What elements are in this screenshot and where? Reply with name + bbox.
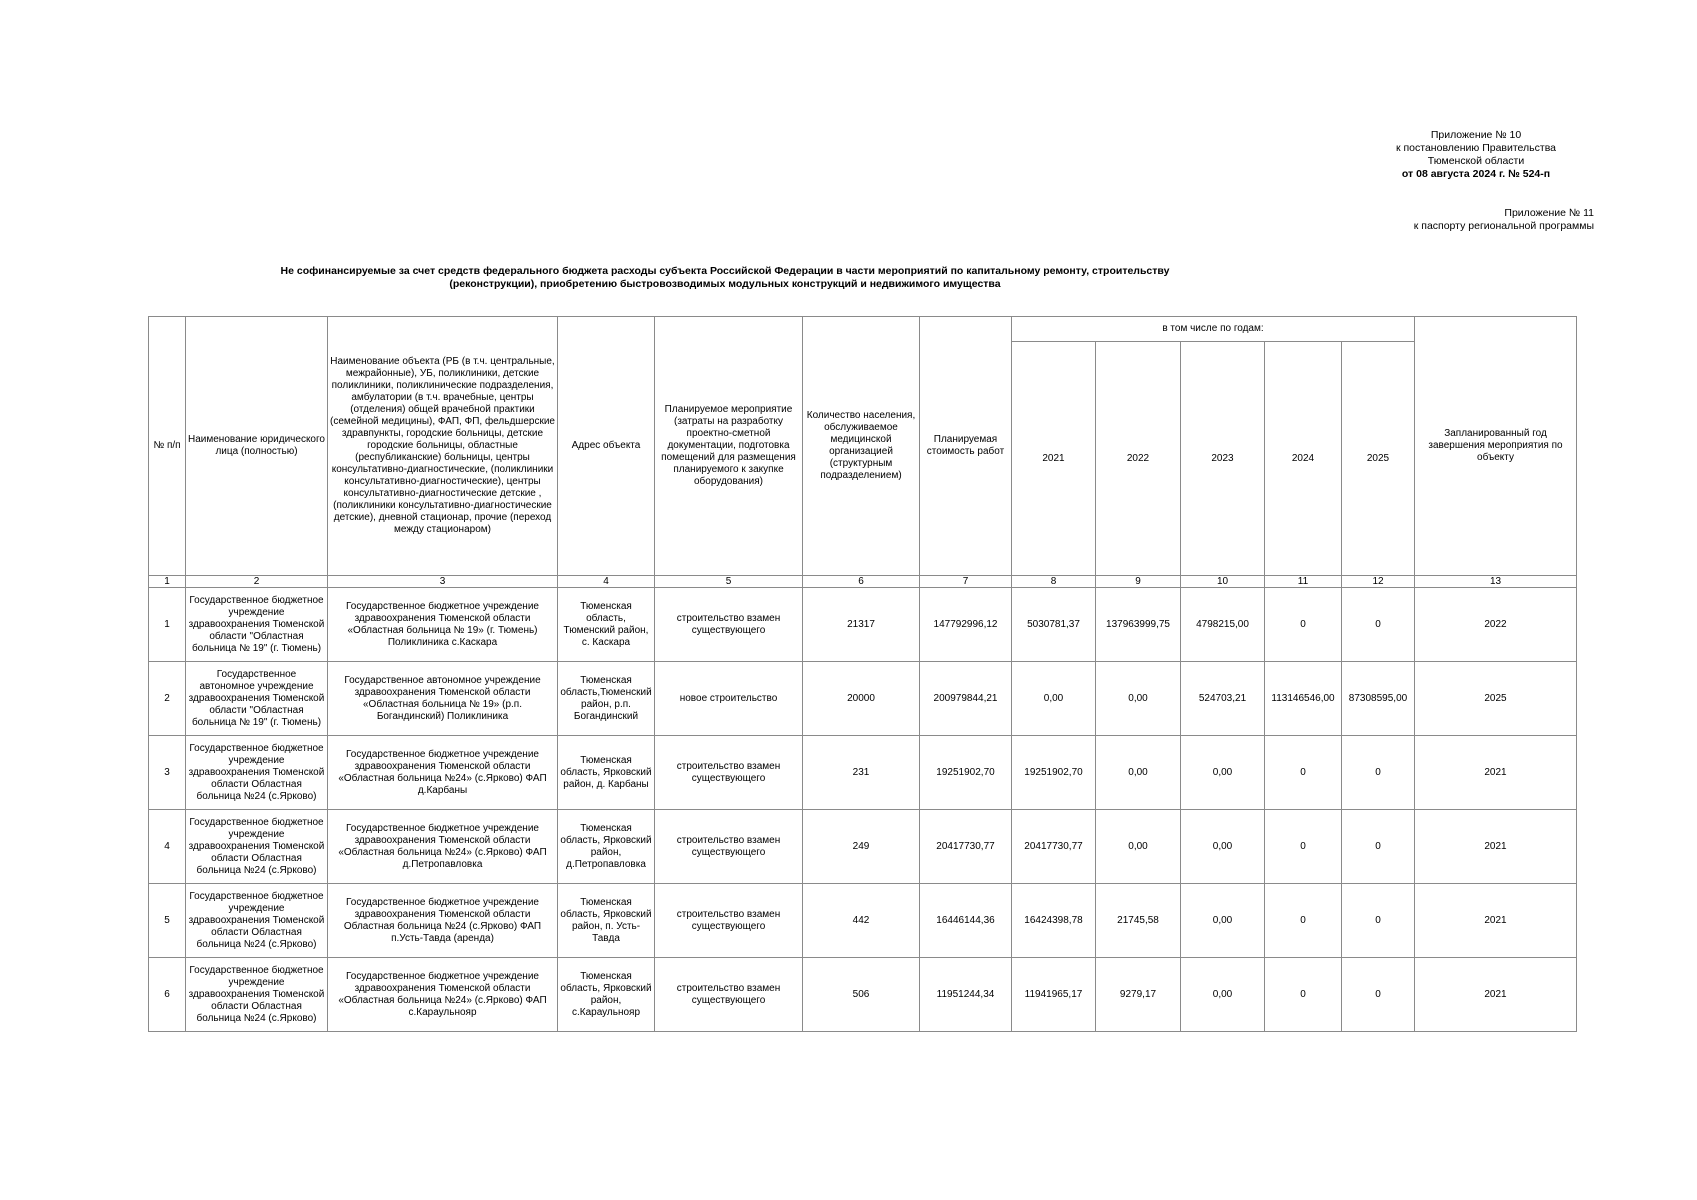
- cell-num: 3: [149, 736, 186, 810]
- document-title-line-2: (реконструкции), приобретению быстровозводимых модульных конструкций и недвижимого имущества: [449, 278, 1001, 290]
- column-number: 11: [1265, 576, 1342, 588]
- appendix-10-date: от 08 августа 2024 г. № 524-п: [1401, 168, 1551, 180]
- cell-legal-entity: Государственное бюджетное учреждение здравоохранения Тюменской области "Областная больница № 19" (г. Тюмень): [186, 588, 328, 662]
- cell-object-name: Государственное бюджетное учреждение здравоохранения Тюменской области Областная больница №24 (с.Ярково) ФАП п.Усть-Тавда (аренда): [328, 884, 558, 958]
- cell-legal-entity: Государственное автономное учреждение здравоохранения Тюменской области "Областная больница № 19" (г. Тюмень): [186, 662, 328, 736]
- cell-population: 249: [803, 810, 920, 884]
- cell-planned-event: строительство взамен существующего: [655, 736, 803, 810]
- cell-2025: 0: [1342, 736, 1415, 810]
- cell-2021: 16424398,78: [1012, 884, 1096, 958]
- cell-legal-entity: Государственное бюджетное учреждение здравоохранения Тюменской области Областная больница №24 (с.Ярково): [186, 958, 328, 1032]
- cell-completion-year: 2021: [1415, 810, 1577, 884]
- cell-planned-event: строительство взамен существующего: [655, 588, 803, 662]
- cell-planned-event: строительство взамен существующего: [655, 810, 803, 884]
- cell-completion-year: 2021: [1415, 958, 1577, 1032]
- appendix-11-program: к паспорту региональной программы: [1413, 220, 1594, 232]
- header-year-2024: 2024: [1265, 342, 1342, 576]
- cell-2025: 0: [1342, 958, 1415, 1032]
- cell-2024: 113146546,00: [1265, 662, 1342, 736]
- cell-object-name: Государственное бюджетное учреждение здравоохранения Тюменской области «Областная больница №24» (с.Ярково) ФАП д.Карбаны: [328, 736, 558, 810]
- cell-2021: 11941965,17: [1012, 958, 1096, 1032]
- cell-2023: 0,00: [1181, 884, 1265, 958]
- table-row: [149, 884, 1577, 958]
- header-year-2025: 2025: [1342, 342, 1415, 576]
- cell-2023: 4798215,00: [1181, 588, 1265, 662]
- cell-2025: 87308595,00: [1342, 662, 1415, 736]
- cell-planned-cost: 16446144,36: [920, 884, 1012, 958]
- header-year-2023: 2023: [1181, 342, 1265, 576]
- cell-legal-entity: Государственное бюджетное учреждение здравоохранения Тюменской области Областная больница №24 (с.Ярково): [186, 810, 328, 884]
- expenses-table: [148, 316, 1577, 1032]
- cell-completion-year: 2022: [1415, 588, 1577, 662]
- table-row: [149, 958, 1577, 1032]
- column-number: 2: [186, 576, 328, 588]
- header-num: № п/п: [149, 317, 186, 576]
- document-title-line-1: Не софинансируемые за счет средств федерального бюджета расходы субъекта Российской Федерации в части мероприятий по капитальному ремонту, строительству: [280, 265, 1170, 277]
- cell-address: Тюменская область, Ярковский район, д.Петропавловка: [558, 810, 655, 884]
- cell-2024: 0: [1265, 810, 1342, 884]
- cell-completion-year: 2021: [1415, 736, 1577, 810]
- cell-2022: 9279,17: [1096, 958, 1181, 1032]
- cell-2024: 0: [1265, 884, 1342, 958]
- cell-2025: 0: [1342, 588, 1415, 662]
- cell-planned-event: строительство взамен существующего: [655, 884, 803, 958]
- cell-2024: 0: [1265, 736, 1342, 810]
- cell-2022: 0,00: [1096, 736, 1181, 810]
- cell-population: 21317: [803, 588, 920, 662]
- cell-address: Тюменская область, Ярковский район, д. Карбаны: [558, 736, 655, 810]
- cell-2021: 0,00: [1012, 662, 1096, 736]
- cell-object-name: Государственное бюджетное учреждение здравоохранения Тюменской области «Областная больница № 19» (г. Тюмень) Поликлиника с.Каскара: [328, 588, 558, 662]
- column-number: 1: [149, 576, 186, 588]
- cell-completion-year: 2021: [1415, 884, 1577, 958]
- header-planned-cost: Планируемая стоимость работ: [920, 317, 1012, 576]
- cell-2023: 524703,21: [1181, 662, 1265, 736]
- column-number: 7: [920, 576, 1012, 588]
- column-number: 8: [1012, 576, 1096, 588]
- cell-object-name: Государственное автономное учреждение здравоохранения Тюменской области «Областная больница № 19» (р.п. Богандинский) Поликлиника: [328, 662, 558, 736]
- header-legal-entity: Наименование юридического лица (полностью): [186, 317, 328, 576]
- cell-2021: 19251902,70: [1012, 736, 1096, 810]
- table-row: [149, 588, 1577, 662]
- header-planned-event: Планируемое мероприятие (затраты на разработку проектно-сметной документации, подготовка помещений для размещения планируемого к закупке оборудования): [655, 317, 803, 576]
- cell-planned-cost: 200979844,21: [920, 662, 1012, 736]
- column-number-row: [149, 576, 1577, 588]
- column-number: 13: [1415, 576, 1577, 588]
- cell-2022: 0,00: [1096, 662, 1181, 736]
- cell-object-name: Государственное бюджетное учреждение здравоохранения Тюменской области «Областная больница №24» (с.Ярково) ФАП с.Караульнояр: [328, 958, 558, 1032]
- header-year-2022: 2022: [1096, 342, 1181, 576]
- cell-planned-cost: 19251902,70: [920, 736, 1012, 810]
- table-row: [149, 736, 1577, 810]
- cell-address: Тюменская область, Тюменский район, с. Каскара: [558, 588, 655, 662]
- appendix-10-region: Тюменской области: [1427, 155, 1525, 167]
- cell-2023: 0,00: [1181, 810, 1265, 884]
- cell-2022: 0,00: [1096, 810, 1181, 884]
- cell-2023: 0,00: [1181, 736, 1265, 810]
- cell-object-name: Государственное бюджетное учреждение здравоохранения Тюменской области «Областная больница №24» (с.Ярково) ФАП д.Петропавловка: [328, 810, 558, 884]
- header-row-1: [149, 317, 1577, 342]
- cell-address: Тюменская область, Ярковский район, с.Караульнояр: [558, 958, 655, 1032]
- cell-2023: 0,00: [1181, 958, 1265, 1032]
- cell-planned-cost: 11951244,34: [920, 958, 1012, 1032]
- cell-completion-year: 2025: [1415, 662, 1577, 736]
- document-title: [200, 265, 1250, 291]
- cell-population: 20000: [803, 662, 920, 736]
- appendix-10-block: [1356, 129, 1596, 181]
- appendix-10-resolution: к постановлению Правительства: [1395, 142, 1557, 154]
- header-completion-year: Запланированный год завершения мероприятия по объекту: [1415, 317, 1577, 576]
- cell-2025: 0: [1342, 810, 1415, 884]
- table-row: [149, 810, 1577, 884]
- cell-num: 5: [149, 884, 186, 958]
- cell-2022: 137963999,75: [1096, 588, 1181, 662]
- cell-2025: 0: [1342, 884, 1415, 958]
- cell-2021: 20417730,77: [1012, 810, 1096, 884]
- header-by-years: в том числе по годам:: [1012, 317, 1415, 342]
- cell-population: 506: [803, 958, 920, 1032]
- column-number: 3: [328, 576, 558, 588]
- appendix-10-number: Приложение № 10: [1430, 129, 1522, 141]
- header-object-name: Наименование объекта (РБ (в т.ч. центральные, межрайонные), УБ, поликлиники, детские поликлиники, поликлинические подразделения, амбулатории (в т.ч. врачебные, центры (отделения) общей врачебной практики (семейной медицины), ФАП, ФП, фельдшерские здравпункты, городские больницы, детские городские больницы, областные (республиканские) больницы, центры консультативно-диагностические, (поликлиники консультативно-диагностические), центры консультативно-диагностические детские , (поликлиники консультативно-диагностические детские), дневной стационар, прочие (переход между стационаром): [328, 317, 558, 576]
- cell-legal-entity: Государственное бюджетное учреждение здравоохранения Тюменской области Областная больница №24 (с.Ярково): [186, 884, 328, 958]
- appendix-11-number: Приложение № 11: [1504, 207, 1594, 219]
- cell-num: 6: [149, 958, 186, 1032]
- cell-num: 4: [149, 810, 186, 884]
- cell-population: 231: [803, 736, 920, 810]
- cell-planned-event: новое строительство: [655, 662, 803, 736]
- cell-population: 442: [803, 884, 920, 958]
- column-number: 4: [558, 576, 655, 588]
- cell-planned-cost: 20417730,77: [920, 810, 1012, 884]
- column-number: 9: [1096, 576, 1181, 588]
- cell-num: 1: [149, 588, 186, 662]
- column-number: 10: [1181, 576, 1265, 588]
- header-year-2021: 2021: [1012, 342, 1096, 576]
- cell-address: Тюменская область, Ярковский район, п. Усть-Тавда: [558, 884, 655, 958]
- column-number: 5: [655, 576, 803, 588]
- table-row: [149, 662, 1577, 736]
- cell-2021: 5030781,37: [1012, 588, 1096, 662]
- cell-legal-entity: Государственное бюджетное учреждение здравоохранения Тюменской области Областная больница №24 (с.Ярково): [186, 736, 328, 810]
- cell-address: Тюменская область,Тюменский район, р.п. Богандинский: [558, 662, 655, 736]
- header-population: Количество населения, обслуживаемое медицинской организацией (структурным подразделением): [803, 317, 920, 576]
- cell-2024: 0: [1265, 588, 1342, 662]
- column-number: 12: [1342, 576, 1415, 588]
- header-address: Адрес объекта: [558, 317, 655, 576]
- cell-planned-cost: 147792996,12: [920, 588, 1012, 662]
- cell-2022: 21745,58: [1096, 884, 1181, 958]
- cell-2024: 0: [1265, 958, 1342, 1032]
- appendix-11-block: [1370, 207, 1594, 233]
- cell-planned-event: строительство взамен существующего: [655, 958, 803, 1032]
- column-number: 6: [803, 576, 920, 588]
- cell-num: 2: [149, 662, 186, 736]
